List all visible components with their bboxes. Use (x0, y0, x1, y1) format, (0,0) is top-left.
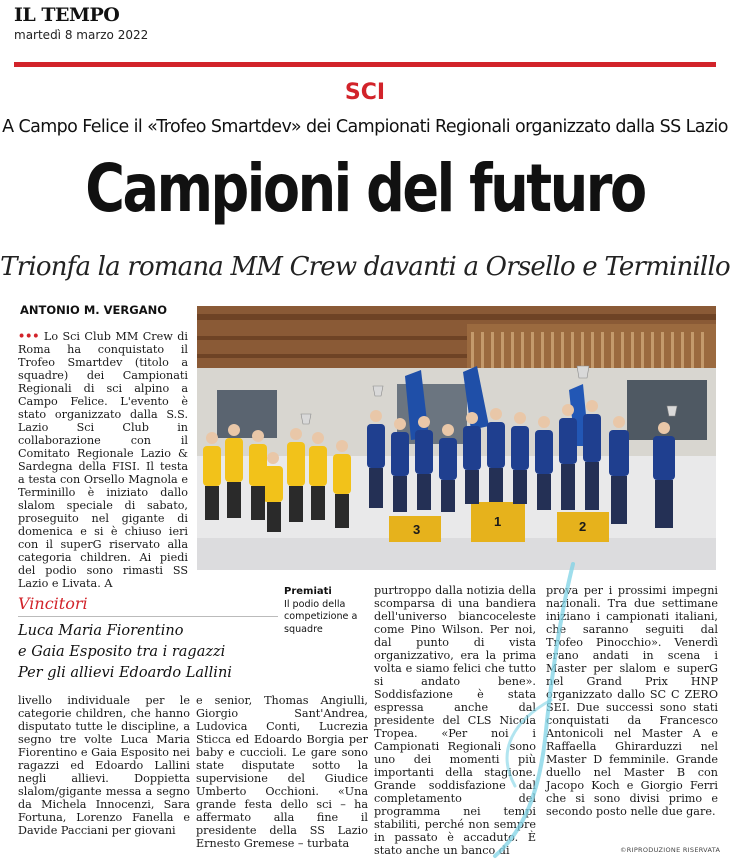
podium-third-number: 3 (413, 522, 421, 537)
section-label: SCI (344, 80, 386, 105)
newspaper-masthead: IL TEMPO (14, 4, 120, 26)
podium-second-number: 2 (579, 519, 587, 534)
article-kicker: A Campo Felice il «Trofeo Smartdev» dei Campionati Regionali organizzato dalla SS Lazio (2, 117, 728, 137)
lead-paragraph (18, 330, 188, 590)
winners-item: Luca Maria Fiorentino (18, 623, 184, 639)
copyright-note: ©RIPRODUZIONE RISERVATA (620, 846, 721, 854)
caption-title: Premiati (284, 586, 332, 597)
article-headline: Campioni del futuro (85, 150, 645, 227)
winners-divider (18, 616, 278, 617)
caption-text: Il podio della competizione a squadre (284, 598, 358, 635)
issue-date: martedì 8 marzo 2022 (14, 28, 149, 42)
photo-caption (284, 586, 366, 636)
winners-item: Per gli allievi Edoardo Lallini (18, 665, 232, 681)
author-byline: ANTONIO M. VERGANO (20, 303, 167, 317)
body-column-4: prova per i prossimi impegni nazionali. Tra due settimane iniziano i campionati italiani, che saranno seguiti dal Trofeo Pinocchio». Venerdì erano andati in scena i Master per slalom e superG nel Grand Prix HNP organizzato dallo SC C ZERO SEI. Due successi sono stati conquistati da Francesco Antonicoli nel Master A e Raffaella Ghirarduzzi nel Master D femminile. Grande duello nel Master B con Jacopo Koch e Giorgio Ferri che si sono divisi primo e secondo posto nelle due gare. (546, 584, 718, 818)
body-column-2: e senior, Thomas Angiulli, Giorgio Sant'Andrea, Ludovica Conti, Lucrezia Sticca ed Edoardo Borgia per baby e cuccioli. Le gare sono state disputate sotto la supervisione del Giudice Umberto Occhioni. «Una grande festa dello sci – ha affermato alla fine il presidente della SS Lazio Ernesto Gremese – turbata (196, 694, 368, 850)
lead-text: Lo Sci Club MM Crew di Roma ha conquistato il Trofeo Smartdev (titolo a squadre) dei Campionati Regionali di sci alpino a Campo Felice. L'evento è stato organizzato dalla S.S. Lazio Sci Club in collaborazione con il Comitato Regionale Lazio & Sardegna della FISI. Il testa a testa con Orsello Magnola e Terminillo è iniziato dallo slalom speciale di sabato, proseguito nel gigante di domenica e si è chiuso ieri con il superG riservato alla categoria children. Ai piedi del podio sono rimasti SS Lazio e Livata. A (18, 330, 188, 590)
winners-box (18, 594, 278, 684)
team-podium-photo (197, 306, 716, 570)
header-divider (14, 62, 716, 67)
podium-first-number: 1 (494, 514, 502, 529)
lead-marker: ••• (18, 330, 40, 343)
body-column-3: purtroppo dalla notizia della scomparsa di una bandiera dell'universo biancoceleste come Pino Wilson. Per noi, dal punto di vista organizzativo, era la prima volta e siamo felici che tutto si andato bene». Soddisfazione è stata espressa anche dal presidente del CLS Nicola Tropea. «Per noi i Campionati Regionali sono uno dei momenti più importanti della stagione. Grande soddisfazione dal completamento del programma nei tempi stabiliti, perché non sempre in passato è accaduto. È stato anche un banco di (374, 584, 536, 857)
article-subheadline: Trionfa la romana MM Crew davanti a Orsello e Terminillo (0, 252, 730, 282)
body-column-1: livello individuale per le categorie children, che hanno disputato tutte le discipline, a segno tre volte Luca Maria Fiorentino e Gaia Esposito nei ragazzi ed Edoardo Lallini negli allievi. Doppietta slalom/gigante messa a segno da Michela Innocenzi, Sara Fortuna, Lorenzo Fanella e Davide Pacciani per giovani (18, 694, 190, 837)
winners-item: e Gaia Esposito tra i ragazzi (18, 644, 226, 660)
winners-title: Vincitori (18, 594, 88, 613)
